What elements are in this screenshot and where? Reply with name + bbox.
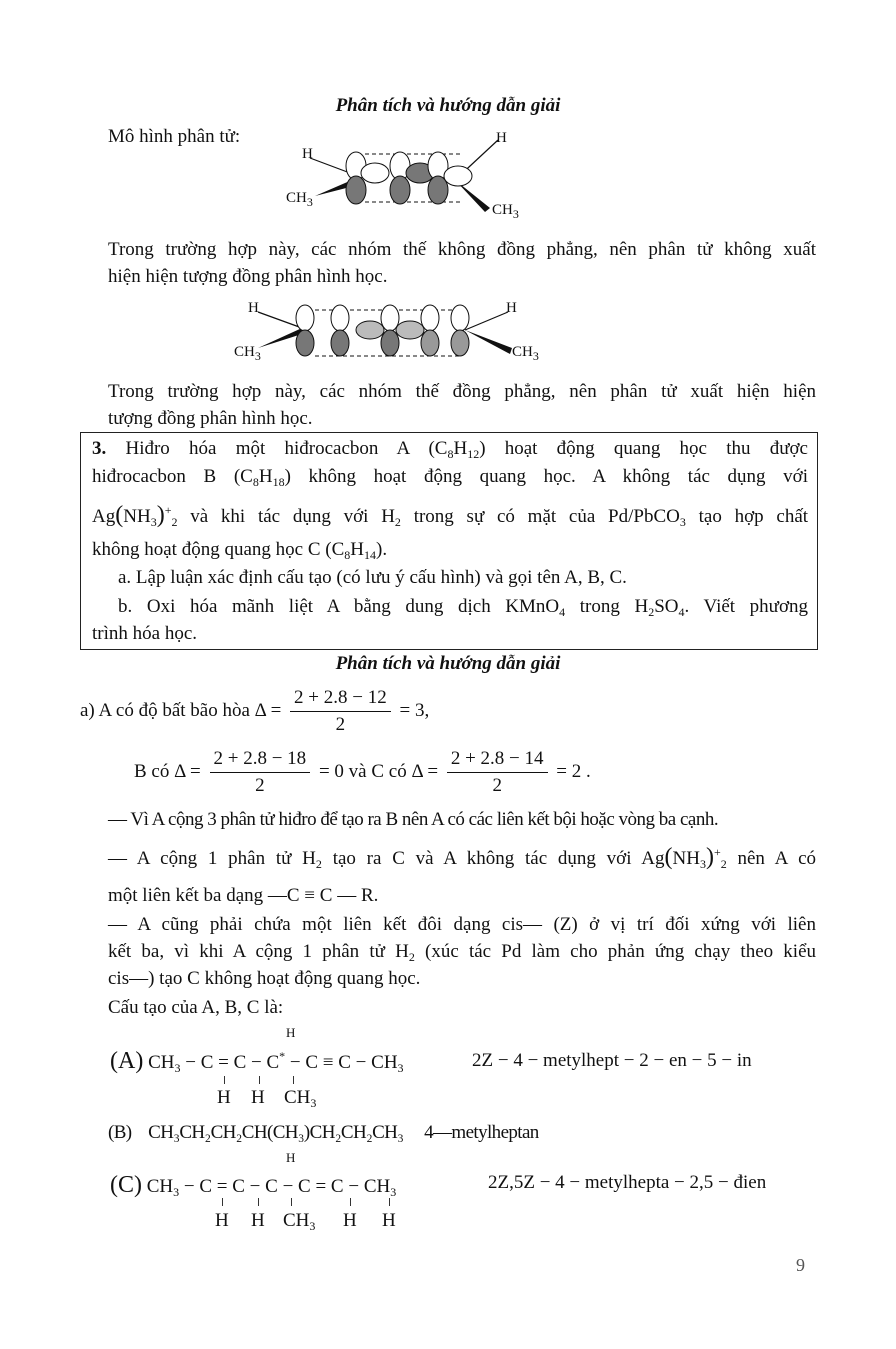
problem-part-b: b. Oxi hóa mãnh liệt A bằng dung dịch KMnO$_4$ trong $H_2SO_4$. Viết phương <box>118 596 809 619</box>
struct-a-h2: H <box>251 1087 265 1108</box>
problem-line-2: hiđrocacbon B $(C_8H_{18})$ không hoạt động quang học. A không tác dụng với <box>92 466 808 489</box>
orbital-figure-nonplanar <box>280 128 530 223</box>
struct-c-h1: H <box>215 1210 229 1231</box>
problem-part-a: a. Lập luận xác định cấu tạo (có lưu ý cấu hình) và gọi tên A, B, C. <box>118 567 627 588</box>
struct-c-h3: H <box>343 1210 357 1231</box>
struct-c-ch3: $CH_3$ <box>283 1210 316 1233</box>
orbital-figure-planar <box>230 298 550 370</box>
h-left-label-2: H <box>248 300 259 316</box>
problem-line-3: $Ag(NH_3)^+_2$ và khi tác dụng với $H_2$ trong sự có mặt của Pd/PbCO$_3$ tạo hợp chất <box>92 502 809 529</box>
h-left-label: H <box>302 146 313 162</box>
problem-part-b-2: trình hóa học. <box>92 623 198 644</box>
struct-c-name: 2Z,5Z − 4 − metylhepta − 2,5 − đien <box>488 1172 767 1193</box>
struct-c-h4: H <box>382 1210 396 1231</box>
structure-b: (B) CH₃CH₂CH₂CH(CH₃)CH₂CH₂CH₃ 4—metylheptan <box>108 1122 539 1143</box>
paragraph-nonplanar-2: hiện hiện tượng đồng phân hình học. <box>108 266 388 287</box>
struct-a-formula: (A) $CH_3 - C = C - C^* - C \equiv C - CH_3$ <box>110 1048 404 1075</box>
fraction-c: $\frac{2 + 2.8 - 14}{2}$ <box>447 746 548 799</box>
ch3-left-label: $CH_3$ <box>286 190 313 209</box>
solution-p1: — Vì A cộng 3 phân tử hiđro để tạo ra B nên A có các liên kết bội hoặc vòng ba cạnh. <box>108 809 719 830</box>
paragraph-planar-2: tượng đồng phân hình học. <box>108 408 313 429</box>
orbital-diagram-2 <box>230 298 550 370</box>
struct-a-ch3: $CH_3$ <box>284 1087 317 1110</box>
paragraph-nonplanar: Trong trường hợp này, các nhóm thế không đồng phẳng, nên phân tử không xuất <box>108 239 816 260</box>
ch3-left-label-2: $CH_3$ <box>234 344 261 363</box>
struct-c-formula: (C) $CH_3 - C = C - C - C = C - CH_3$ <box>110 1172 397 1199</box>
solution-p4-3: cis—) tạo C không hoạt động quang học. <box>108 968 421 989</box>
ch3-right-label-2: $CH_3$ <box>512 344 539 363</box>
h-right-label: H <box>496 130 507 146</box>
h-right-label-2: H <box>506 300 517 316</box>
struct-c-h2: H <box>251 1210 265 1231</box>
struct-a-name: 2Z − 4 − metylhept − 2 − en − 5 − in <box>472 1050 752 1071</box>
solution-p4-2: kết ba, vì khi A cộng 1 phân tử $H_2$ (xúc tác Pd làm cho phản ứng chạy theo kiểu <box>108 941 817 964</box>
solution-p4: — A cũng phải chứa một liên kết đôi dạng cis— (Z) ở vị trí đối xứng với liên <box>108 914 816 935</box>
struct-c-h-top: H <box>286 1150 296 1165</box>
solution-a-line: a) A có độ bất bão hòa Δ = $\frac{2 + 2.8 - 12}{2}$ = 3, <box>80 683 429 739</box>
solution-p2: — A cộng 1 phân tử $H_2$ tạo ra C và A không tác dụng với $Ag(NH_3)^+_2$ nên A có <box>108 844 817 871</box>
fraction-a: $\frac{2 + 2.8 - 12}{2}$ <box>290 685 391 738</box>
struct-a-h1: H <box>217 1087 231 1108</box>
section-heading: Phân tích và hướng dẫn giải <box>335 95 561 116</box>
struct-a-h-top: H <box>286 1025 296 1040</box>
solution-p5: Cấu tạo của A, B, C là: <box>108 997 284 1018</box>
model-label: Mô hình phân tử: <box>108 126 241 147</box>
problem-line-1: 3. Hiđro hóa một hiđrocacbon A $(C_8H_{12})$ hoạt động quang học thu được <box>92 438 808 461</box>
page-number: 9 <box>796 1255 805 1275</box>
solution-p3: một liên kết ba dạng —C ≡ C — R. <box>108 885 379 906</box>
section-heading-2: Phân tích và hướng dẫn giải <box>335 653 561 674</box>
solution-bc-line: B có Δ = $\frac{2 + 2.8 - 18}{2}$ = 0 và C có Δ = $\frac{2 + 2.8 - 14}{2}$ = 2 . <box>134 744 591 800</box>
problem-line-4: không hoạt động quang học C $(C_8H_{14})$. <box>92 539 388 562</box>
paragraph-planar: Trong trường hợp này, các nhóm thế đồng phẳng, nên phân tử xuất hiện hiện <box>108 381 816 402</box>
fraction-b: $\frac{2 + 2.8 - 18}{2}$ <box>210 746 311 799</box>
ch3-right-label: $CH_3$ <box>492 202 519 221</box>
